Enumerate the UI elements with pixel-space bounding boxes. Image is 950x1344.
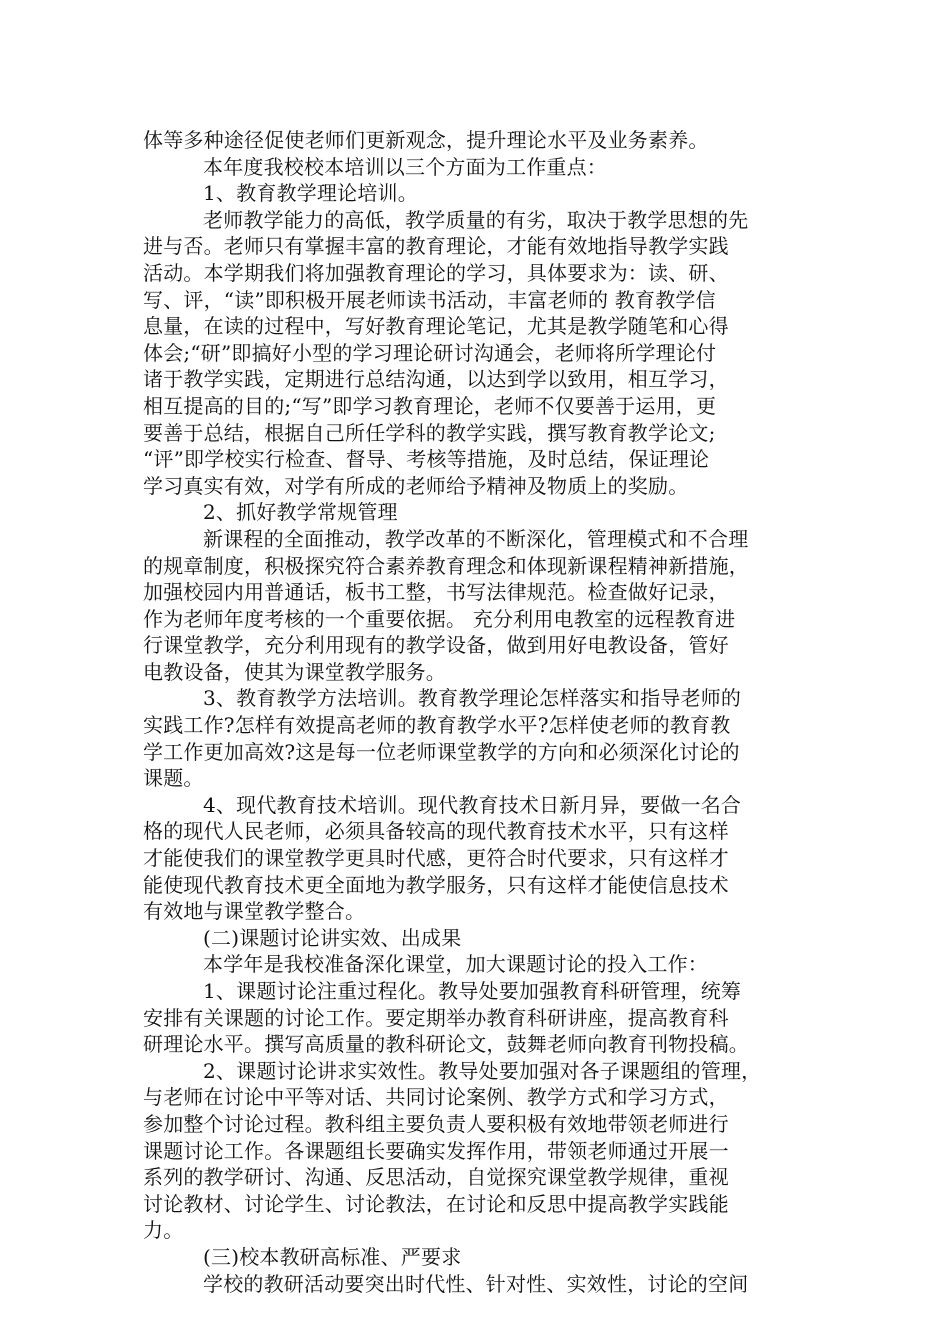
text-line: 的规章制度，积极探究符合素养教育理念和体现新课程精神新措施， [143, 553, 749, 578]
text-line: 学校的教研活动要突出时代性、针对性、实效性，讨论的空间 [203, 1271, 749, 1296]
text-line: “评”即学校实行检查、督导、考核等措施，及时总结，保证理论 [143, 447, 710, 472]
text-line: 本学年是我校准备深化课堂，加大课题讨论的投入工作： [203, 952, 708, 977]
text-line: 电教设备，使其为课堂教学服务。 [143, 659, 446, 684]
text-line: 研理论水平。撰写高质量的教科研论文，鼓舞老师向教育刊物投稿。 [143, 1032, 749, 1057]
text-line: 格的现代人民老师，必须具备较高的现代教育技术水平，只有这样 [143, 819, 729, 844]
text-line: 要善于总结，根据自己所任学科的教学实践，撰写教育教学论文; [143, 420, 716, 445]
text-line: 实践工作?怎样有效提高老师的教育教学水平?怎样使老师的教育教 [143, 713, 731, 738]
text-line: 进与否。老师只有掌握丰富的教育理论，才能有效地指导教学实践 [143, 234, 729, 259]
text-line: 才能使我们的课堂教学更具时代感，更符合时代要求，只有这样才 [143, 846, 729, 871]
text-line: 安排有关课题的讨论工作。要定期举办教育科研讲座，提高教育科 [143, 1005, 729, 1030]
text-line: 有效地与课堂教学整合。 [143, 899, 366, 924]
text-line: 学工作更加高效?这是每一位老师课堂教学的方向和必须深化讨论的 [143, 739, 740, 764]
text-line: 息量，在读的过程中，写好教育理论笔记，尤其是教学随笔和心得 [143, 314, 729, 339]
text-line: 讨论教材、讨论学生、讨论教法，在讨论和反思中提高教学实践能 [143, 1191, 729, 1216]
text-line: 作为老师年度考核的一个重要依据。 充分利用电教室的远程教育进 [143, 606, 736, 631]
text-line: 4、现代教育技术培训。现代教育技术日新月异，要做一名合 [203, 792, 742, 817]
text-line: 1、课题讨论注重过程化。教导处要加强教育科研管理，统筹 [203, 979, 742, 1003]
text-line: 1、教育教学理论培训。 [203, 181, 418, 206]
text-line: 与老师在讨论中平等对话、共同讨论案例、教学方式和学习方式， [143, 1085, 729, 1110]
text-line: (二)课题讨论讲实效、出成果 [203, 925, 462, 950]
text-line: 2、课题讨论讲求实效性。教导处要加强对各子课题组的管理， [203, 1058, 762, 1083]
text-line: 力。 [143, 1218, 184, 1243]
text-line: 行课堂教学，充分利用现有的教学设备，做到用好电教设备，管好 [143, 633, 729, 658]
text-line: (三)校本教研高标准、严要求 [203, 1244, 462, 1269]
text-line: 3、教育教学方法培训。教育教学理论怎样落实和指导老师的 [203, 686, 742, 711]
text-line: 体会;“研”即搞好小型的学习理论研讨沟通会，老师将所学理论付 [143, 340, 717, 365]
text-line: 活动。本学期我们将加强教育理论的学习，具体要求为：读、研、 [143, 260, 729, 285]
text-line: 2、抓好教学常规管理 [203, 500, 398, 525]
text-line: 学习真实有效，对学有所成的老师给予精神及物质上的奖励。 [143, 473, 689, 498]
text-line: 加强校园内用普通话，板书工整，书写法律规范。检查做好记录， [143, 580, 729, 605]
text-line: 参加整个讨论过程。教科组主要负责人要积极有效地带领老师进行 [143, 1111, 729, 1136]
text-line: 体等多种途径促使老师们更新观念，提升理论水平及业务素养。 [143, 128, 709, 152]
text-line: 相互提高的目的;“写”即学习教育理论，老师不仅要善于运用，更 [143, 393, 717, 418]
text-line: 本年度我校校本培训以三个方面为工作重点： [203, 154, 607, 179]
text-line: 老师教学能力的高低，教学质量的有劣，取决于教学思想的先 [203, 207, 749, 232]
text-line: 课题讨论工作。各课题组长要确实发挥作用，带领老师通过开展一 [143, 1138, 729, 1163]
text-line: 写、评，“读”即积极开展老师读书活动，丰富老师的 教育教学信 [143, 287, 716, 312]
text-line: 课题。 [143, 766, 204, 791]
text-line: 新课程的全面推动，教学改革的不断深化，管理模式和不合理 [203, 526, 749, 551]
document-body [143, 127, 811, 1297]
text-line: 系列的教学研讨、沟通、反思活动，自觉探究课堂教学规律，重视 [143, 1165, 729, 1190]
text-line: 能使现代教育技术更全面地为教学服务，只有这样才能使信息技术 [143, 872, 729, 897]
text-line: 诸于教学实践，定期进行总结沟通，以达到学以致用，相互学习， [143, 367, 729, 392]
